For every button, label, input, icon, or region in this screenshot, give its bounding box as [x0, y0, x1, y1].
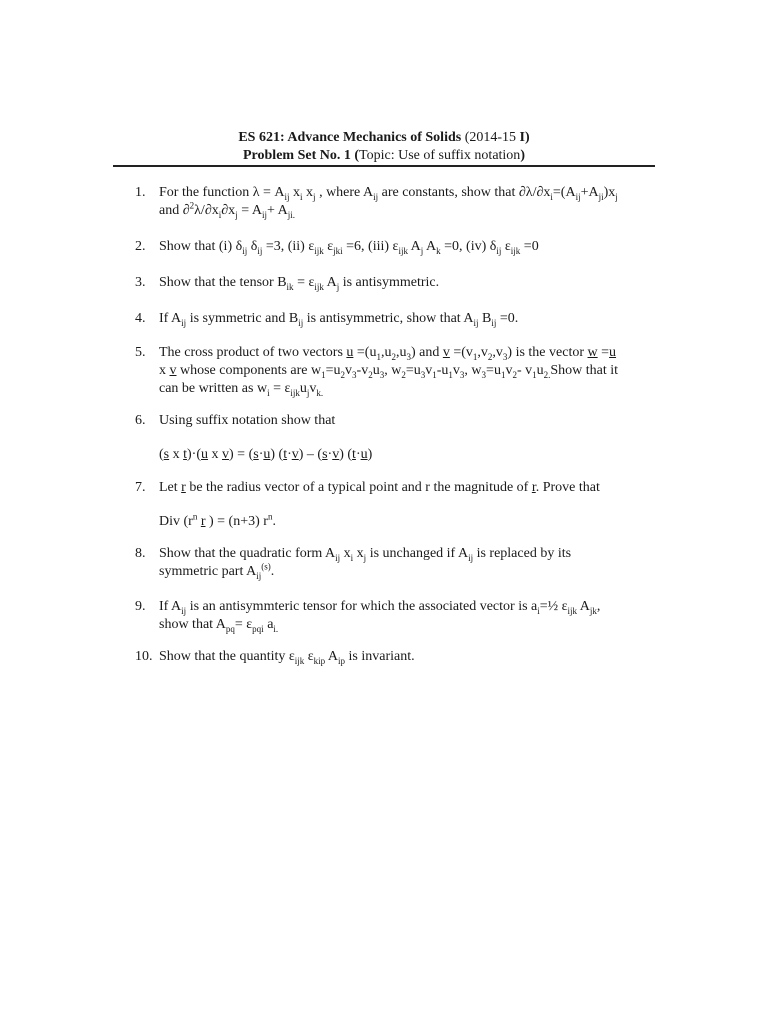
problem-text: Show that (i) $\delta_{ij}$ $\delta_{ij} =3$, (ii) $\varepsilon_{ijk}$ $\varepsilon_{jki} =6$, (iii) $\varepsilon_{ijk}$ $A_j$ $A_k =0$, (iv) $\delta_{ij}$ $\varepsilon_{ijk} =0$ [159, 239, 539, 256]
problem-text: Using suffix notation show that [159, 413, 336, 428]
problem-text: Show that the tensor $B_{ik} = \varepsilon_{ijk}$ $A_j$ is antisymmetric. [159, 275, 440, 292]
topic: Topic: Use of suffix notation [359, 148, 521, 163]
problem-6-equation: (s x t)·(u x v) = (s·u) (t·v) – (s·v) (t·u) [159, 447, 373, 462]
problem-text: Show that the quadratic form $A_{ij}$ $x_i$ $x_j$ is unchanged if $A_{ij}$ is replaced by its symmetric part $A_{ij}^{(s)}$. [159, 546, 572, 581]
problem-number: 5. [135, 345, 146, 360]
course-year: (2014-15 [464, 130, 520, 145]
problem-text: Let r be the radius vector of a typical point and r the magnitude of r. Prove that [159, 480, 600, 495]
problem-number: 3. [135, 275, 146, 290]
problem-number: 6. [135, 413, 146, 428]
problem-set-title: Problem Set No. 1 (Topic: Use of suffix notation) [243, 148, 525, 163]
problem-number: 9. [135, 599, 146, 614]
problem-text: For the function $\lambda = A_{ij}$ $x_i$ $x_j$ , where $A_{ij}$ are constants, show that $\partial\lambda/\partial x_i=(A_{ij}+A_{ji})x_j$ and $\partial^2\lambda/\partial x_i\partial x_j = A_{ij}+ A_{ji.}$ [159, 185, 618, 220]
problem-number: 4. [135, 311, 146, 326]
problem-text: If $A_{ij}$ is symmetric and $B_{ij}$ is antisymmetric, show that $A_{ij}$ $B_{ij} =0$. [159, 311, 519, 328]
problem-number: 10. [135, 649, 153, 664]
problem-number: 1. [135, 185, 146, 200]
problem-text: The cross product of two vectors $u =(u_1,u_2,u_3)$ and $v =(v_1,v_2,v_3)$ is the vector w =u x v whose components are $w_1=u_2v_3-v_2u_3$, $w_2=u_3v_1-u_1v_3$, $w_3=u_1v_2-$ $v_1u_{2.}Show$ that it can be written as $w_i = \varepsilon_{ijk}u_jv_{k.}$ [159, 345, 619, 398]
course-title [113, 130, 655, 146]
problem-number: 2. [135, 239, 146, 254]
problem-number: 7. [135, 480, 146, 495]
course-name: ES 621: Advance Mechanics of Solids [238, 130, 462, 145]
problem-text: If $A_{ij}$ is an antisymmteric tensor for which the associated vector is $a_i=\frac{1}{2}$ $\varepsilon_{ijk}$ $A_{jk}$, show that $A_{pq}= \varepsilon_{pqi}$ $a_{i.}$ [159, 599, 601, 634]
problem-set-number: Problem Set No. 1 [243, 148, 351, 163]
problem-number: 8. [135, 546, 146, 561]
course-term: I) [519, 130, 530, 145]
header-rule [113, 165, 655, 167]
problem-text: Show that the quantity $\varepsilon_{ijk}$ $\varepsilon_{kip}$ $A_{ip}$ is invariant. [159, 649, 415, 666]
problem-7-equation: Div ($r^n$ r ) = (n+3) $r^n$. [159, 511, 276, 529]
